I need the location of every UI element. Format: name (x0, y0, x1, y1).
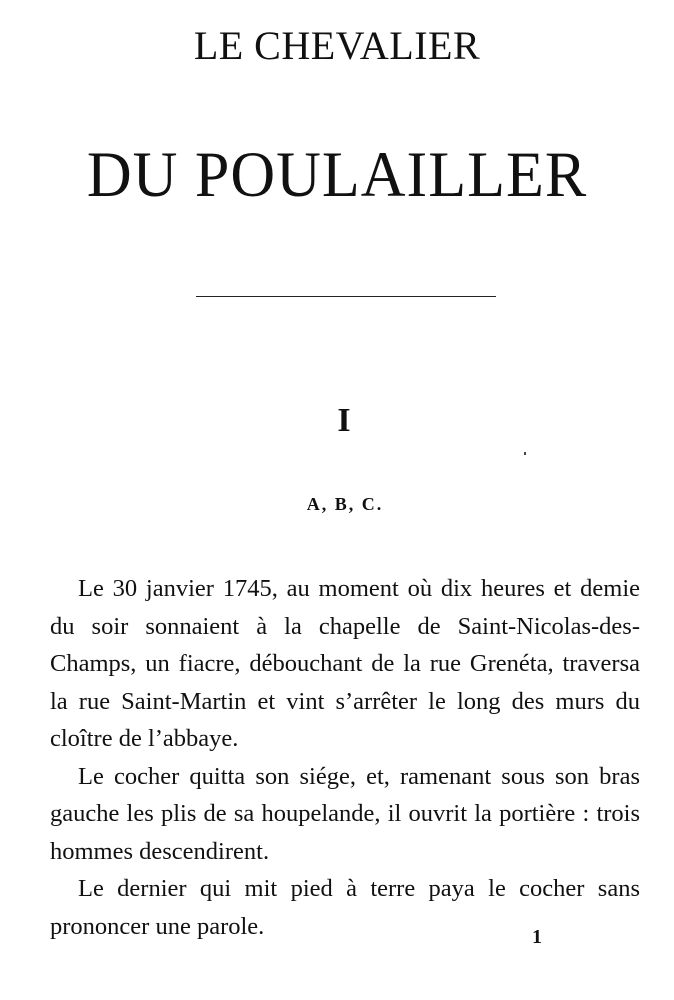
paragraph-2: Le cocher quitta son siége, et, ramenant sous son bras gauche les plis de sa houpelande, il ouvrit la portière : trois hommes descendirent. (50, 762, 640, 865)
print-speck (524, 452, 526, 455)
title-line-2: DU POULAILLER (86, 139, 588, 211)
chapter-number: I (337, 402, 351, 439)
page-number: 1 (532, 926, 542, 948)
title-divider (196, 296, 496, 297)
paragraph-3: Le dernier qui mit pied à terre paya le cocher sans prononcer une parole. (50, 875, 640, 940)
chapter-title: A, B, C. (306, 494, 384, 514)
paragraph-1: Le 30 janvier 1745, au moment où dix heures et demie du soir sonnaient à la chapelle de Saint-Nicolas-des-Champs, un fiacre, débouchant de la rue Grenéta, traversa la rue Saint-Martin et vint s’arrêter le long des murs du cloître de l’abbaye. (50, 575, 640, 752)
body-text (50, 570, 640, 945)
title-line-1: LE CHEVALIER (193, 23, 481, 68)
